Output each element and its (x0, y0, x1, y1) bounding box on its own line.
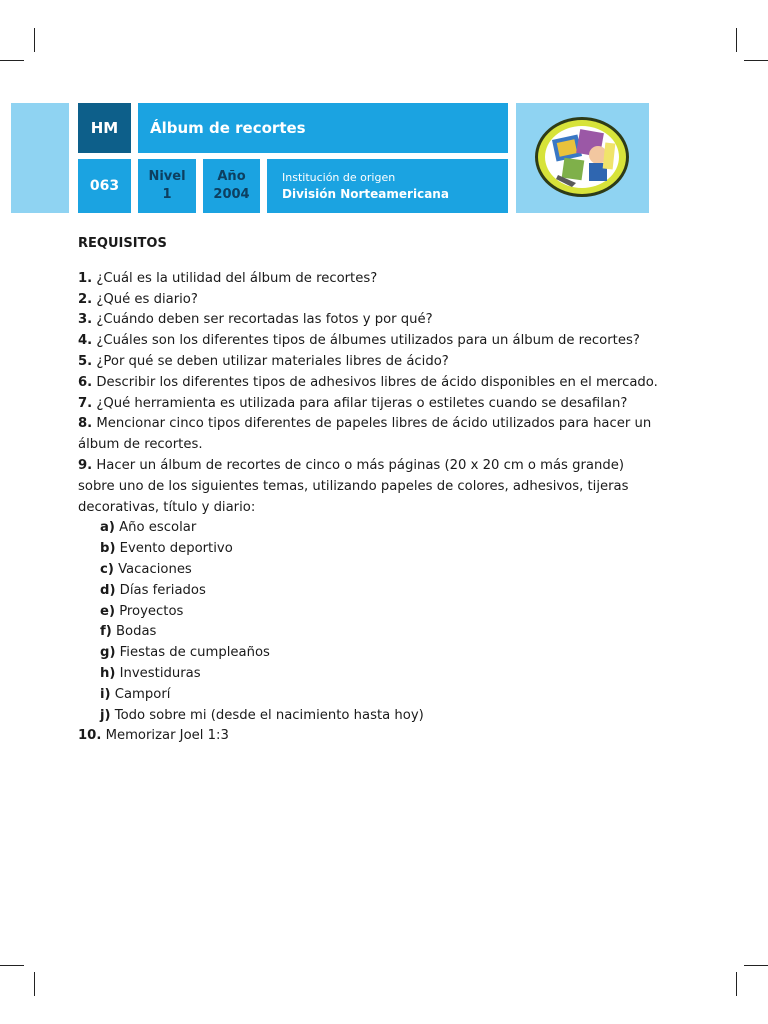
badge-panel (516, 103, 649, 213)
header-band-left (11, 103, 69, 213)
crop-mark (744, 965, 768, 966)
topic-item: f) Bodas (100, 624, 157, 640)
topic-list (78, 518, 658, 726)
topic-item: e) Proyectos (100, 603, 184, 619)
crop-mark (744, 60, 768, 61)
requirement-item: 10. Memorizar Joel 1:3 (78, 728, 229, 744)
institution-label: Institución de origen (282, 171, 396, 184)
topic-item: g) Fiestas de cumpleaños (100, 645, 270, 661)
level-label: Nivel (148, 169, 186, 184)
section-heading: REQUISITOS (78, 236, 167, 251)
level-value: 1 (162, 187, 172, 202)
page-title: Álbum de recortes (138, 103, 508, 153)
institution-value: División Norteamericana (282, 187, 449, 201)
requirement-item: 1. ¿Cuál es la utilidad del álbum de recortes? (78, 270, 378, 286)
scrapbook-badge-icon (516, 103, 649, 213)
topic-item: b) Evento deportivo (100, 541, 233, 557)
crop-mark (0, 965, 24, 966)
requirement-item: 2. ¿Qué es diario? (78, 291, 198, 307)
crop-mark (736, 972, 737, 996)
crop-mark (736, 28, 737, 52)
crop-mark (34, 28, 35, 52)
crop-mark (0, 60, 24, 61)
topic-item: c) Vacaciones (100, 561, 192, 577)
topic-item: a) Año escolar (100, 520, 197, 536)
requirement-item: 9. Hacer un álbum de recortes de cinco o más páginas (20 x 20 cm o más grande) sobre uno de los siguientes temas, utilizando papeles de colores, adhesivos, tijeras decorativas, título y diario: (78, 457, 629, 515)
topic-item: i) Camporí (100, 686, 171, 702)
requirements-list (78, 269, 658, 519)
year-box (203, 159, 260, 213)
requirements-section (78, 234, 658, 747)
requirement-item: 4. ¿Cuáles son los diferentes tipos de álbumes utilizados para un álbum de recortes? (78, 333, 640, 349)
requirement-item: 7. ¿Qué herramienta es utilizada para afilar tijeras o estiletes cuando se desafilan? (78, 395, 628, 411)
requirement-item: 8. Mencionar cinco tipos diferentes de papeles libres de ácido utilizados para hacer un álbum de recortes. (78, 416, 652, 453)
topic-item: h) Investiduras (100, 665, 201, 681)
year-value: 2004 (213, 187, 250, 202)
requirement-item: 5. ¿Por qué se deben utilizar materiales libres de ácido? (78, 353, 449, 369)
requirement-item: 6. Describir los diferentes tipos de adhesivos libres de ácido disponibles en el mercado. (78, 374, 658, 390)
category-code: HM (78, 103, 131, 153)
topic-item: d) Días feriados (100, 582, 206, 598)
crop-mark (34, 972, 35, 996)
level-box (138, 159, 196, 213)
topic-item: j) Todo sobre mi (desde el nacimiento hasta hoy) (100, 707, 424, 723)
year-label: Año (217, 169, 246, 184)
requirement-item: 3. ¿Cuándo deben ser recortadas las fotos y por qué? (78, 312, 433, 328)
honor-number: 063 (78, 159, 131, 213)
institution-box (267, 159, 508, 213)
